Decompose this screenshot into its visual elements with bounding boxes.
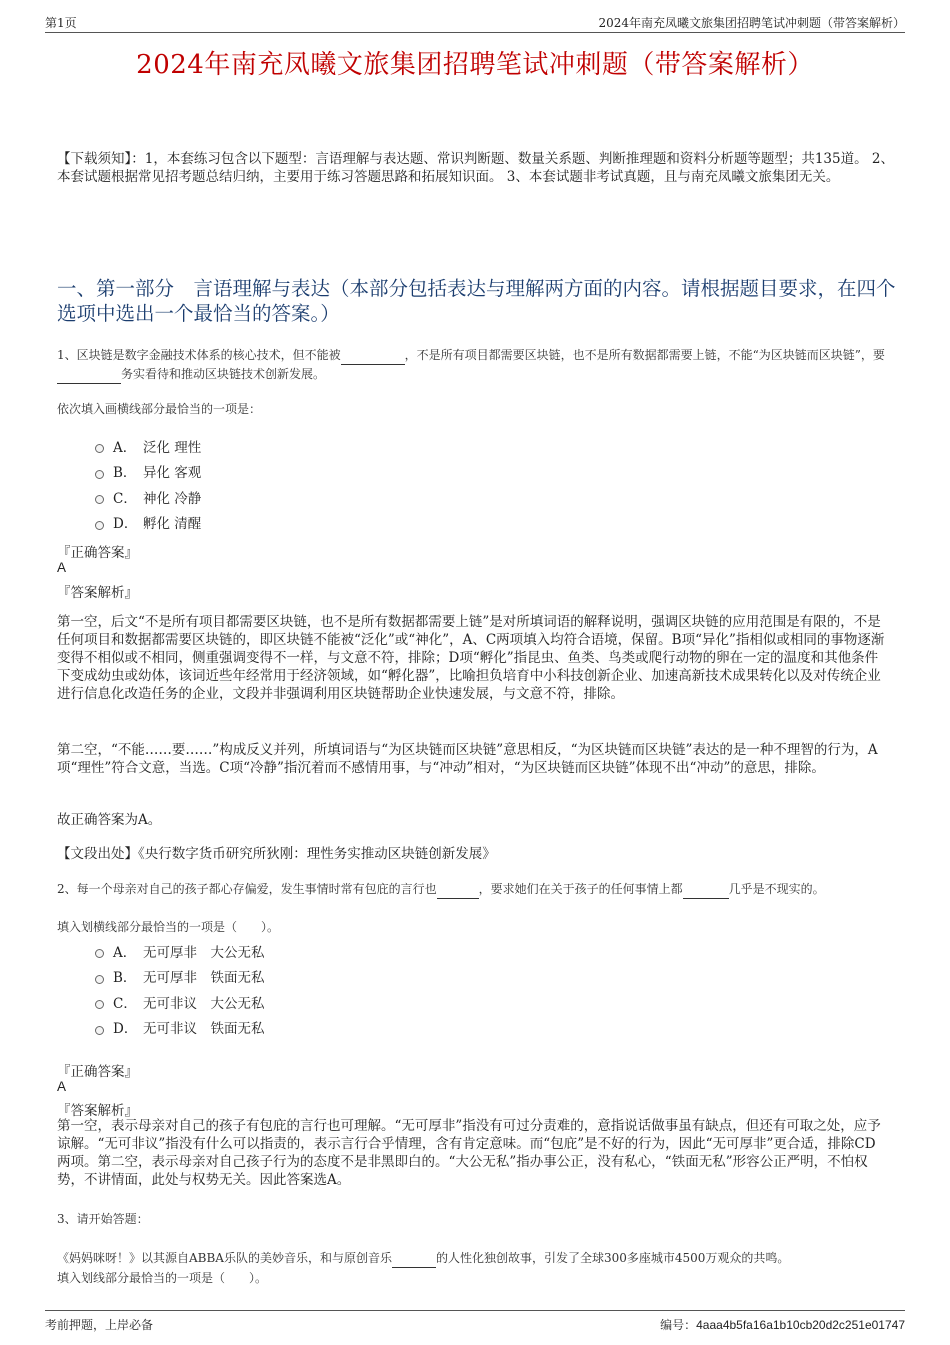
page-number: 第1页 [45, 16, 77, 30]
page-footer [45, 1310, 905, 1335]
q1-text-1: 1、区块链是数字金融技术体系的核心技术，但不能被 [57, 348, 341, 362]
analysis-paragraph-2: 第二空，“不能……要……”构成反义并列，所填词语与“为区块链而区块链”意思相反，“为区块链而区块链”表达的是一种不理智的行为，A项“理性”符合文意，当选。C项“冷静”指沉着而不感情用事，与“冲动”相对，“为区块链而区块链”体现不出“冲动”的意思，排除。 [57, 742, 878, 776]
radio-icon[interactable] [95, 1026, 104, 1035]
analysis-paragraph: 第一空，表示母亲对自己的孩子有包庇的言行也可理解。“无可厚非”指没有可过分责难的，意指说话做事虽有缺点，但还有可取之处，应予谅解。“无可非议”指没有什么可以指责的，表示言行合乎情理，含有肯定意味。而“包庇”是不好的行为，因此“无可厚非”更合适，排除CD两项。第二空，表示母亲对自己孩子行为的态度不是非黑即白的。“大公无私”指办事公正，没有私心，“铁面无私”形容公正严明，不怕权势，不讲情面，此处与权势无关。因此答案选A。 [57, 1118, 881, 1188]
source-citation: 【文段出处】《央行数字货币研究所狄刚：理性务实推动区块链创新发展》 [57, 846, 496, 862]
radio-icon[interactable] [95, 949, 104, 958]
blank-line [341, 346, 405, 365]
page-title: 2024年南充凤曦文旅集团招聘笔试冲刺题（带答案解析） [136, 50, 814, 80]
radio-icon[interactable] [95, 495, 104, 504]
correct-answer-label: 『正确答案』 [57, 1064, 138, 1080]
footer-code: 编号：4aaa4b5fa16a1b10cb20d2c251e01747 [660, 1318, 905, 1332]
blank-line [57, 365, 121, 384]
question-2-instruction: 填入划横线部分最恰当的一项是（ ）。 [57, 920, 280, 934]
radio-icon[interactable] [95, 444, 104, 453]
option-c[interactable]: C． 无可非议 大公无私 [95, 989, 265, 1015]
question-3-heading: 3、请开始答题： [57, 1212, 149, 1226]
analysis-conclusion: 故正确答案为A。 [57, 812, 162, 828]
radio-icon[interactable] [95, 521, 104, 530]
header-doc-title: 2024年南充凤曦文旅集团招聘笔试冲刺题（带答案解析） [598, 16, 905, 30]
question-1-stem [57, 346, 898, 384]
question-1-options [95, 433, 201, 535]
question-2-options [95, 938, 265, 1040]
question-2-stem: 2、每一个母亲对自己的孩子都心存偏爱，发生事情时常有包庇的言行也 ，要求她们在关于孩子的任何事情上都 几乎是不现实的。 [57, 880, 898, 899]
analysis-label: 『答案解析』 [57, 585, 138, 601]
analysis-label: 『答案解析』 [57, 1103, 138, 1119]
question-1-instruction: 依次填入画横线部分最恰当的一项是： [57, 402, 262, 416]
page-header [45, 10, 905, 33]
radio-icon[interactable] [95, 975, 104, 984]
question-3-instruction: 填入划线部分最恰当的一项是（ ）。 [57, 1271, 268, 1285]
option-b[interactable]: B． 异化 客观 [95, 459, 201, 485]
option-d[interactable]: D． 无可非议 铁面无私 [95, 1015, 265, 1041]
option-a[interactable]: A． 无可厚非 大公无私 [95, 938, 265, 964]
q1-text-3: 务实看待和推动区块链技术创新发展。 [121, 367, 326, 381]
download-notice: 【下载须知】：1，本套练习包含以下题型：言语理解与表达题、常识判断题、数量关系题、判断推理题和资料分析题等题型；共135道。 2、本套试题根据常见招考题总结归纳，主要用于练习答题思路和拓展知识面。 3、本套试题非考试真题，且与南充凤曦文旅集团无关。 [57, 151, 894, 185]
footer-slogan: 考前押题，上岸必备 [45, 1318, 154, 1332]
radio-icon[interactable] [95, 1000, 104, 1009]
section-heading: 一、第一部分 言语理解与表达（本部分包括表达与理解两方面的内容。请根据题目要求，在四个选项中选出一个最恰当的答案。） [57, 277, 896, 325]
option-d[interactable]: D． 孵化 清醒 [95, 510, 201, 536]
analysis-paragraph-1: 第一空，后文“不是所有项目都需要区块链，也不是所有数据都需要上链”是对所填词语的解释说明，强调区块链的应用范围是有限的，不是任何项目和数据都需要区块链的，即区块链不能被“泛化”或“神化”，A、C两项填入均符合语境，保留。B项“异化”指相似或相同的事物逐渐变得不相似或不相同，侧重强调变得不一样，与文意不符，排除；D项“孵化”指昆虫、鱼类、鸟类或爬行动物的卵在一定的温度和其他条件下变成幼虫或幼体，该词近些年经常用于经济领域，如“孵化器”，比喻担负培育中小科技创新企业、加速高新技术成果转化以及对传统企业进行信息化改造任务的企业，文段并非强调利用区块链帮助企业快速发展，与文意不符，排除。 [57, 614, 885, 702]
option-b[interactable]: B． 无可厚非 铁面无私 [95, 964, 265, 990]
option-a[interactable]: A． 泛化 理性 [95, 433, 201, 459]
correct-answer: A [57, 560, 67, 575]
blank-line [437, 880, 479, 899]
q1-text-2: ，不是所有项目都需要区块链，也不是所有数据都需要上链，不能“为区块链而区块链”，要 [404, 348, 885, 362]
correct-answer-label: 『正确答案』 [57, 545, 138, 561]
correct-answer: A [57, 1079, 67, 1094]
blank-line [683, 880, 729, 899]
question-3-stem: 《妈妈咪呀！》以其源自ABBA乐队的美妙音乐，和与原创音乐 的人性化独创故事，引发了全球300多座城市4500万观众的共鸣。 [57, 1249, 898, 1268]
option-c[interactable]: C． 神化 冷静 [95, 484, 201, 510]
blank-line [392, 1249, 436, 1268]
radio-icon[interactable] [95, 470, 104, 479]
